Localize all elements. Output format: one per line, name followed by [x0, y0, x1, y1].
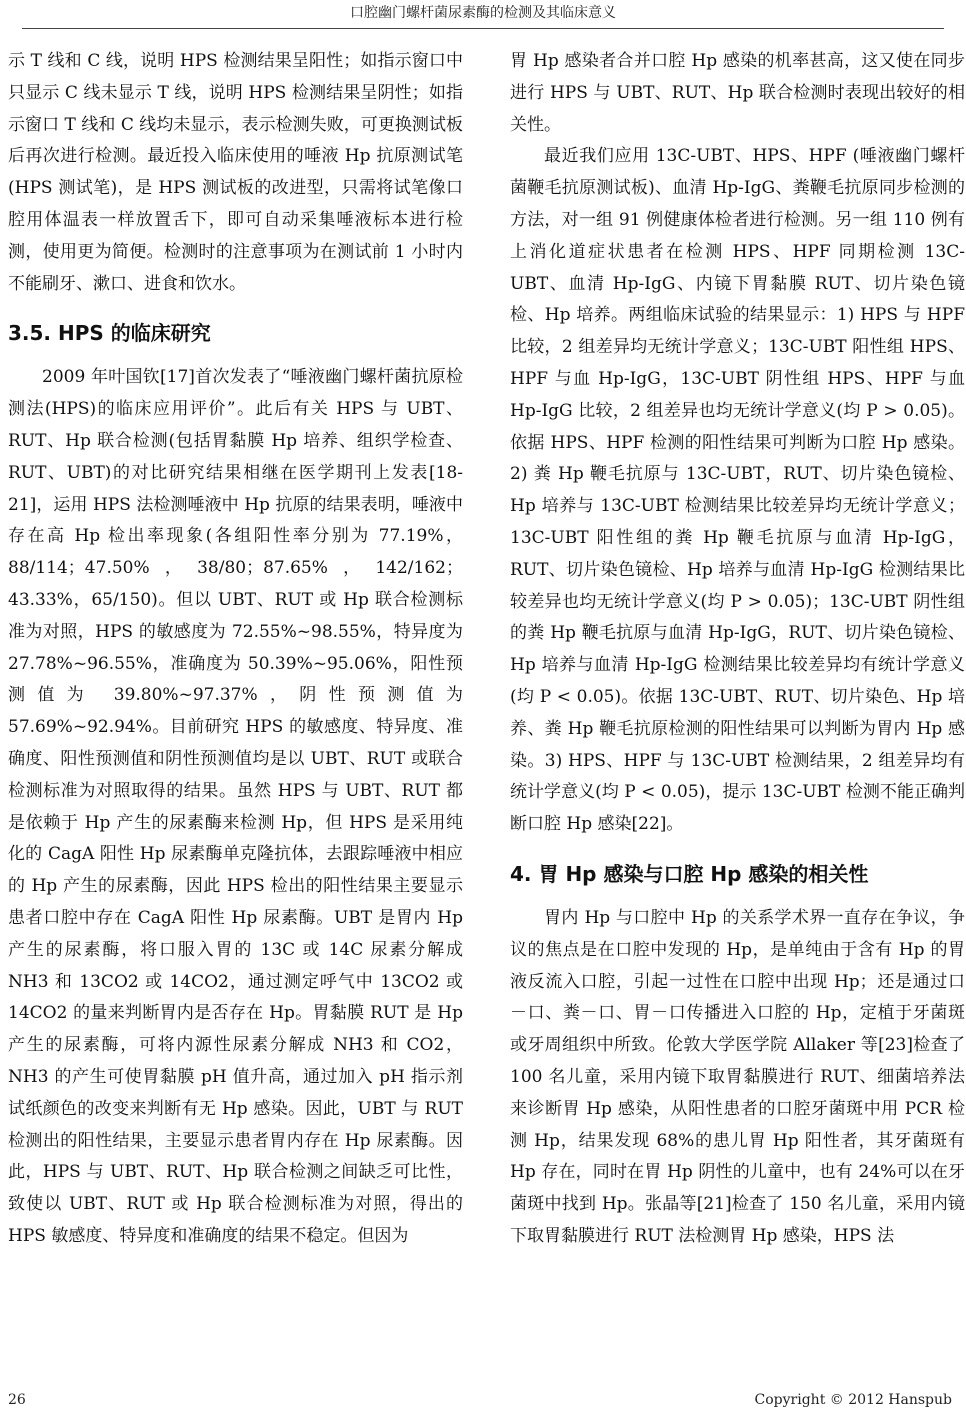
paragraph: 胃内 Hp 与口腔中 Hp 的关系学术界一直存在争议，争议的焦点是在口腔中发现的 Hp，是单纯由于含有 Hp 的胃液反流入口腔，引起一过性在口腔中出现 Hp；还是通过口－口、粪－口、胃－口传播进入口腔的 Hp，定植于牙菌斑或牙周组织中所致。伦敦大学医学院 Allaker 等[23]检查了 100 名儿童，采用内镜下取胃黏膜进行 RUT、细菌培养法来诊断胃 Hp 感染，从阳性患者的口腔牙菌斑中用 PCR 检测 Hp，结果发现 68%的患儿胃 Hp 阳性者，其牙菌斑有 Hp 存在，同时在胃 Hp 阴性的儿童中，也有 24%可以在牙菌斑中找到 Hp。张晶等[21]检查了 150 名儿童，采用内镜下取胃黏膜进行 RUT 法检测胃 Hp 感染，HPS 法 [510, 907, 965, 1246]
paragraph-continued: 示 T 线和 C 线，说明 HPS 检测结果呈阳性；如指示窗口中只显示 C 线未显示 T 线，说明 HPS 检测结果呈阴性；如指示窗口 T 线和 C 线均未显示，表示检测失败，可更换测试板后再次进行检测。最近投入临床使用的唾液 Hp 抗原测试笔(HPS 测试笔)，是 HPS 测试板的改进型，只需将试笔像口腔用体温表一样放置舌下，即可自动采集唾液标本进行检测，使用更为简便。检测时的注意事项为在测试前 1 小时内不能刷牙、漱口、进食和饮水。 [8, 51, 463, 294]
section-heading-4: 4. 胃 Hp 感染与口腔 Hp 感染的相关性 [510, 861, 869, 886]
paragraph: 最近我们应用 13C-UBT、HPS、HPF (唾液幽门螺杆菌鞭毛抗原测试板)、血清 Hp-IgG、粪鞭毛抗原同步检测的方法，对一组 91 例健康体检者进行检测。另一组 110 例有上消化道症状患者在检测 HPS、HPF 同期检测 13C-UBT、血清 Hp-IgG、内镜下胃黏膜 RUT、切片染色镜检、Hp 培养。两组临床试验的结果显示：1) HPS 与 HPF 比较，2 组差异均无统计学意义；13C-UBT 阳性组 HPS、HPF 与血 Hp-IgG，13C-UBT 阴性组 HPS、HPF 与血 Hp-IgG 比较，2 组差异也均无统计学意义(均 P > 0.05)。依据 HPS、HPF 检测的阳性结果可判断为口腔 Hp 感染。2) 粪 Hp 鞭毛抗原与 13C-UBT，RUT、切片染色镜检、Hp 培养与 13C-UBT 检测结果比较差异均无统计学意义；13C-UBT 阳性组的粪 Hp 鞭毛抗原与血清 Hp-IgG，RUT、切片染色镜检、Hp 培养与血清 Hp-IgG 检测结果比较差异也均无统计学意义(均 P > 0.05)；13C-UBT 阴性组的粪 Hp 鞭毛抗原与血清 Hp-IgG，RUT、切片染色镜检、Hp 培养与血清 Hp-IgG 检测结果比较差异均有统计学意义(均 P < 0.05)。依据 13C-UBT、RUT、切片染色、Hp 培养、粪 Hp 鞭毛抗原检测的阳性结果可以判断为胃内 Hp 感染。3) HPS、HPF 与 13C-UBT 检测结果，2 组差异均有统计学意义(均 P < 0.05)，提示 13C-UBT 检测不能正确判断口腔 Hp 感染[22]。 [510, 146, 965, 835]
copyright-notice: Copyright © 2012 Hanspub [754, 1392, 952, 1408]
page-number: 26 [8, 1392, 26, 1408]
left-column [8, 46, 463, 1253]
right-column [510, 46, 965, 1253]
section-heading-3-5: 3.5. HPS 的临床研究 [8, 321, 211, 346]
paragraph: 2009 年叶国钦[17]首次发表了“唾液幽门螺杆菌抗原检测法(HPS)的临床应用评价”。此后有关 HPS 与 UBT、RUT、Hp 联合检测(包括胃黏膜 Hp 培养、组织学检查、RUT、UBT)的对比研究结果相继在医学期刊上发表[18-21]，运用 HPS 法检测唾液中 Hp 抗原的结果表明，唾液中存在高 Hp 检出率现象(各组阳性率分别为 77.19%，88/114；47.50%，38/80；87.65%，142/162；43.33%，65/150)。但以 UBT、RUT 或 Hp 联合检测标准为对照，HPS 的敏感度为 72.55%~98.55%，特异度为 27.78%~96.55%，准确度为 50.39%~95.06%，阳性预测值为 39.80%~97.37%，阴性预测值为 57.69%~92.94%。目前研究 HPS 的敏感度、特异度、准确度、阳性预测值和阴性预测值均是以 UBT、RUT 或联合检测标准为对照取得的结果。虽然 HPS 与 UBT、RUT 都是依赖于 Hp 产生的尿素酶来检测 Hp，但 HPS 是采用纯化的 CagA 阳性 Hp 尿素酶单克隆抗体，去跟踪唾液中相应的 Hp 产生的尿素酶，因此 HPS 检出的阳性结果主要显示患者口腔中存在 CagA 阳性 Hp 尿素酶。UBT 是胃内 Hp 产生的尿素酶，将口服入胃的 13C 或 14C 尿素分解成 NH3 和 13CO2 或 14CO2，通过测定呼气中 13CO2 或 14CO2 的量来判断胃内是否存在 Hp。胃黏膜 RUT 是 Hp 产生的尿素酶，可将内源性尿素分解成 NH3 和 CO2，NH3 的产生可使胃黏膜 pH 值升高，通过加入 pH 指示剂试纸颜色的改变来判断有无 Hp 感染。因此，UBT 与 RUT 检测出的阳性结果，主要显示患者胃内存在 Hp 尿素酶。因此，HPS 与 UBT、RUT、Hp 联合检测之间缺乏可比性，致使以 UBT、RUT 或 Hp 联合检测标准为对照，得出的 HPS 敏感度、特异度和准确度的结果不稳定。但因为 [8, 367, 463, 1246]
running-header [0, 0, 966, 28]
page-footer [0, 1390, 966, 1410]
running-title: 口腔幽门螺杆菌尿素酶的检测及其临床意义 [350, 5, 616, 21]
header-divider [22, 28, 944, 29]
paragraph-continued: 胃 Hp 感染者合并口腔 Hp 感染的机率甚高，这又使在同步进行 HPS 与 UBT、RUT、Hp 联合检测时表现出较好的相关性。 [510, 51, 965, 135]
